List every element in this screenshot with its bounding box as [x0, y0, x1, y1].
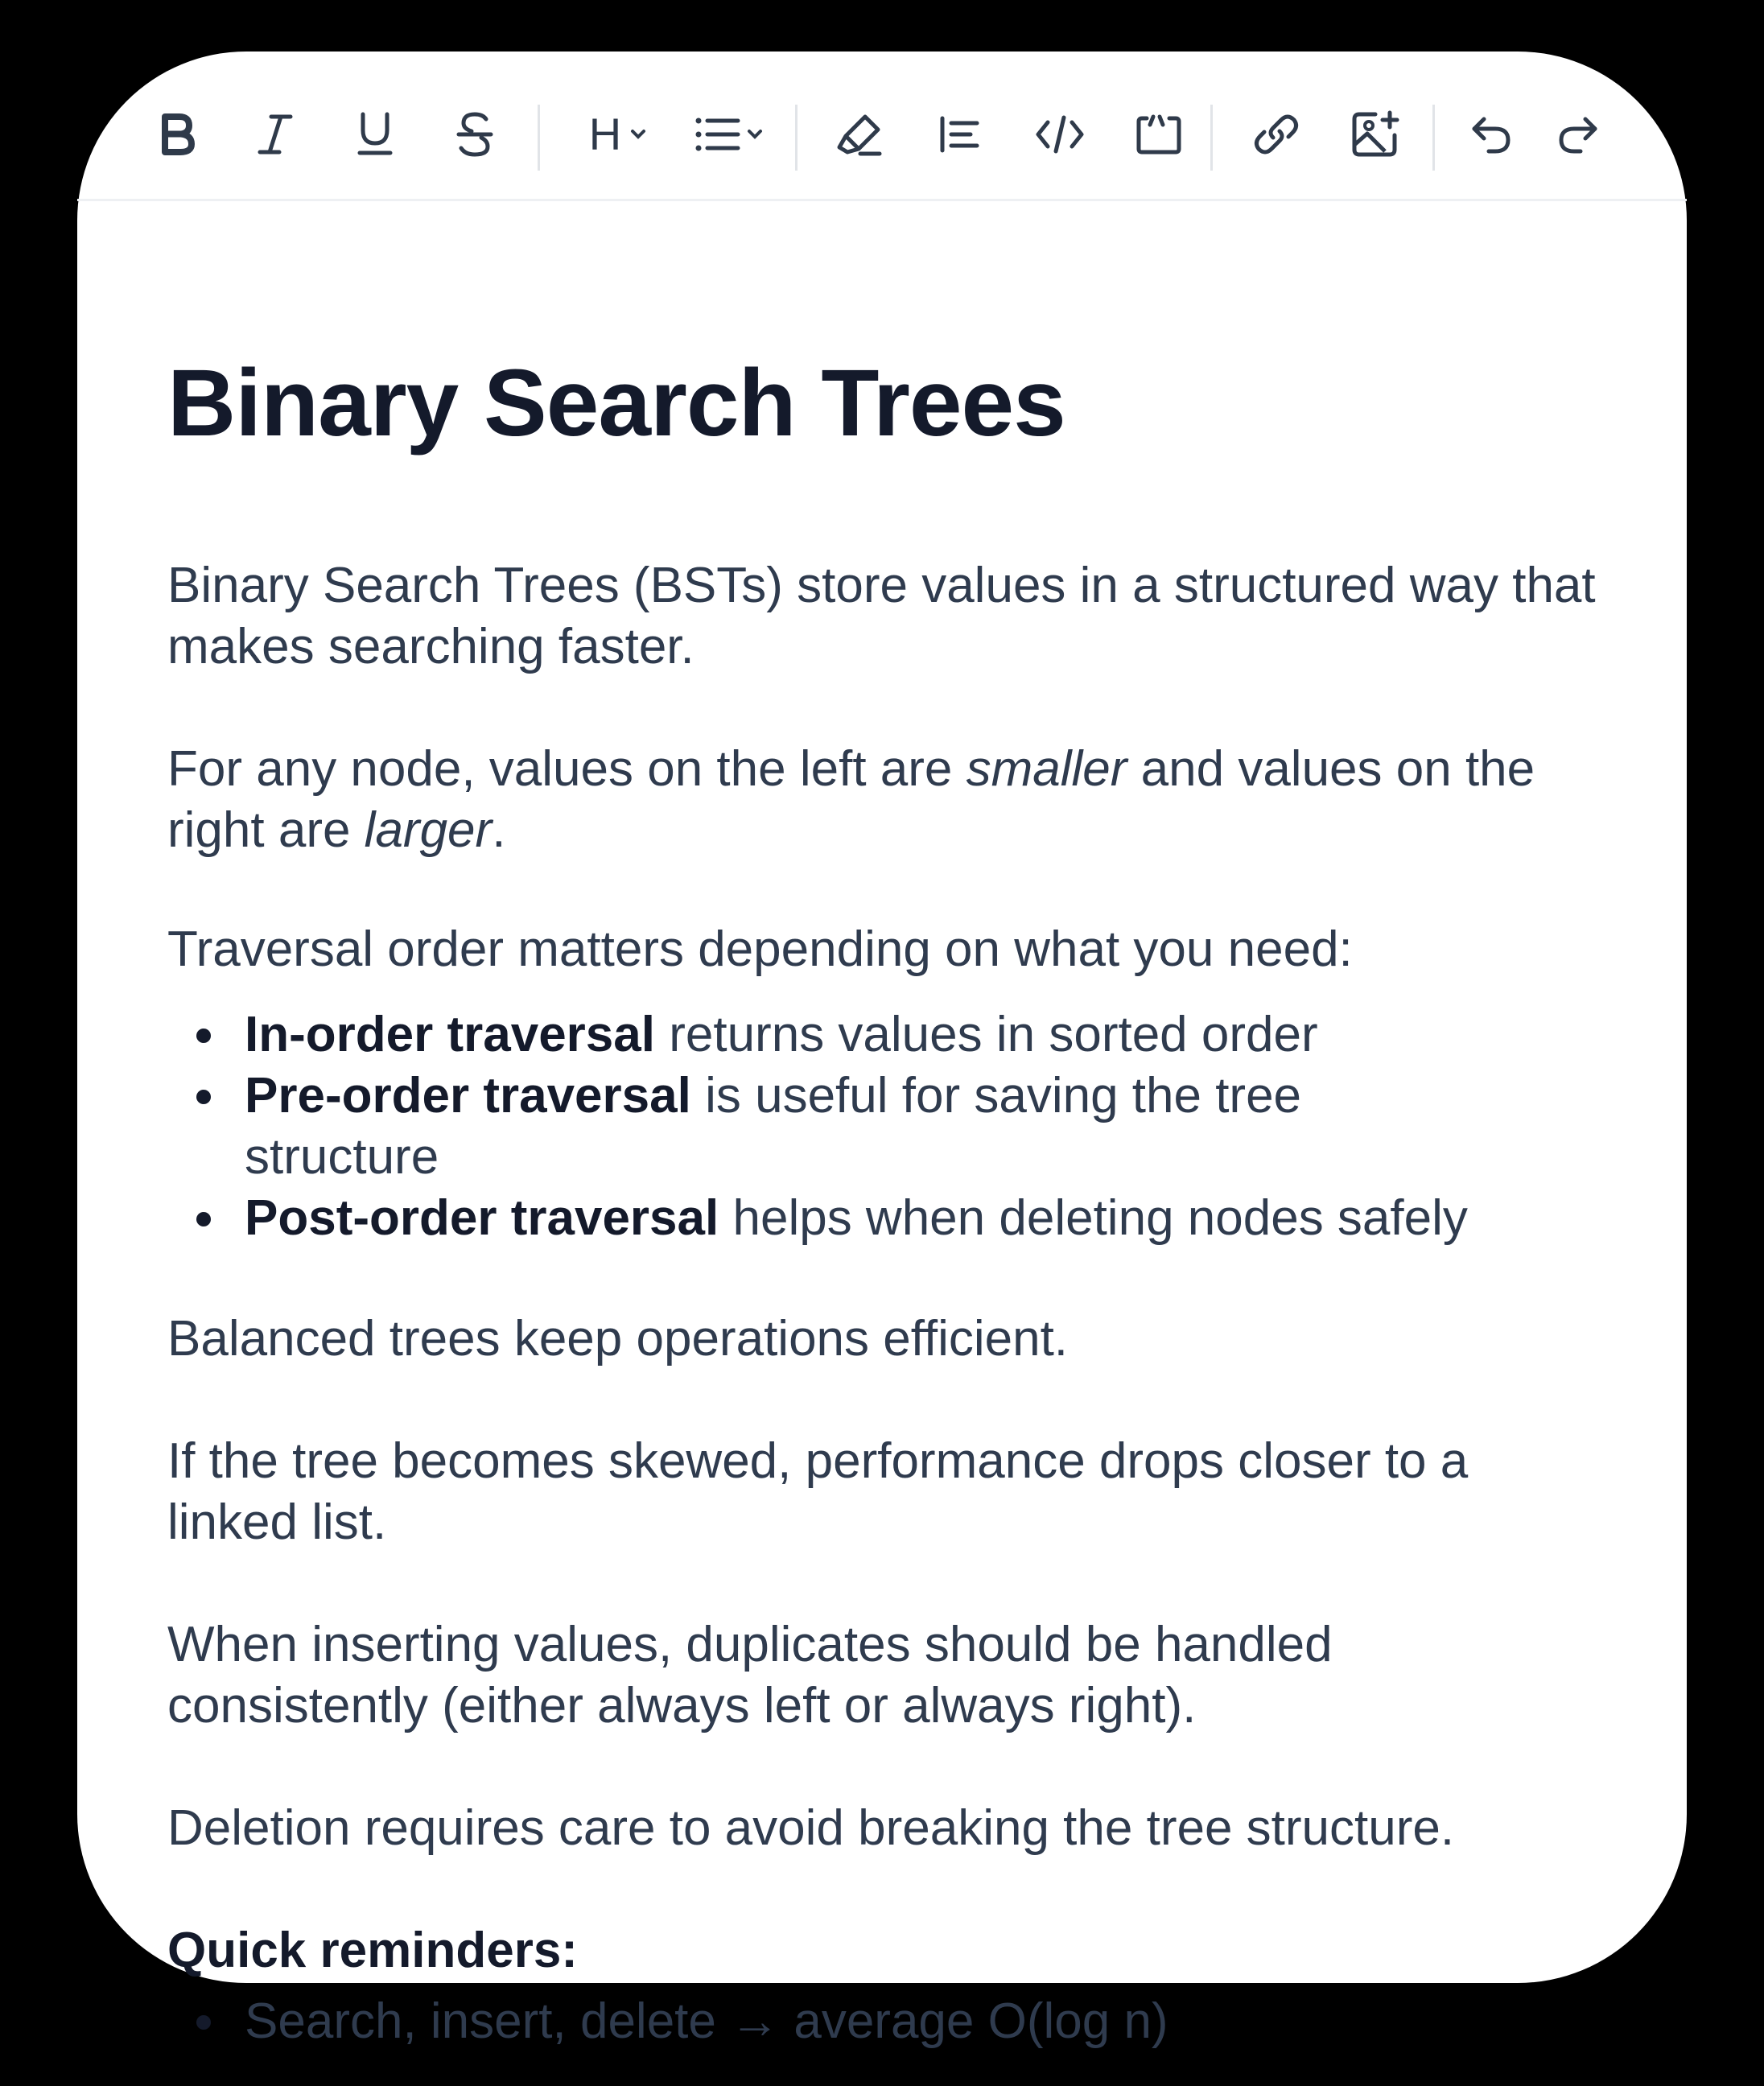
list-item — [167, 1066, 1600, 1188]
highlight-button[interactable] — [829, 98, 890, 171]
bullet-list-icon — [694, 116, 741, 153]
bold-button[interactable] — [150, 98, 204, 171]
bold-text: In-order traversal — [245, 1007, 655, 1062]
link-button[interactable] — [1246, 98, 1307, 171]
paragraph: When inserting values, duplicates should be handled consistently (either always left or always right). — [167, 1617, 1333, 1734]
list-item: Search, insert, delete → average O(log n) — [167, 1991, 1600, 2052]
code-icon — [1035, 114, 1085, 155]
italic-text: smaller — [966, 741, 1127, 797]
document-title: Binary Search Trees — [167, 350, 1065, 456]
italic-icon — [255, 112, 295, 157]
reminders-list — [167, 1991, 1600, 2052]
formatting-toolbar — [77, 52, 1687, 201]
bold-icon — [157, 112, 197, 157]
undo-icon — [1469, 114, 1513, 155]
code-block-icon — [1135, 113, 1182, 155]
paragraph: Balanced trees keep operations efficient. — [167, 1311, 1069, 1367]
strikethrough-icon — [454, 111, 496, 158]
redo-icon — [1556, 114, 1600, 155]
toolbar-divider — [1432, 105, 1435, 171]
paragraph — [167, 739, 1600, 861]
list-item — [167, 1188, 1600, 1249]
text-run: helps when deleting nodes safely — [719, 1190, 1468, 1246]
bold-text: Pre-order traversal — [245, 1068, 691, 1123]
redo-button[interactable] — [1553, 98, 1603, 171]
undo-button[interactable] — [1466, 98, 1516, 171]
strikethrough-button[interactable] — [447, 98, 502, 171]
highlighter-icon — [836, 112, 883, 157]
reminders-heading: Quick reminders: — [167, 1923, 578, 1978]
toolbar-divider — [1210, 105, 1213, 171]
list-item — [167, 1004, 1600, 1066]
paragraph: Traversal order matters depending on what you need: — [167, 921, 1353, 977]
toolbar-divider — [795, 105, 798, 171]
paragraph: If the tree becomes skewed, performance drops closer to a linked list. — [167, 1433, 1469, 1550]
text-run: . — [492, 802, 506, 858]
heading-label: H — [588, 109, 622, 159]
align-left-icon — [938, 115, 980, 154]
bold-text: Post-order traversal — [245, 1190, 719, 1246]
editor-window — [77, 52, 1687, 2049]
italic-button[interactable] — [248, 98, 303, 171]
underline-icon — [355, 111, 395, 158]
image-add-icon — [1351, 109, 1401, 159]
link-icon — [1252, 110, 1300, 159]
align-button[interactable] — [929, 98, 990, 171]
traversal-list — [167, 1004, 1600, 1249]
italic-text: larger — [364, 802, 493, 858]
text-run: For any node, values on the left are — [167, 741, 966, 797]
chevron-down-icon — [746, 128, 764, 141]
toolbar-divider — [538, 105, 540, 171]
underline-button[interactable] — [348, 98, 402, 171]
insert-image-button[interactable] — [1346, 98, 1407, 171]
code-button[interactable] — [1027, 98, 1093, 171]
text-run: returns values in sorted order — [655, 1007, 1318, 1062]
paragraph: Binary Search Trees (BSTs) store values in a structured way that makes searching faster. — [167, 558, 1596, 674]
list-dropdown[interactable] — [689, 98, 769, 171]
text-run: is useful for saving the tree structure — [245, 1068, 1302, 1185]
paragraph: Deletion requires care to avoid breaking the tree structure. — [167, 1800, 1455, 1856]
chevron-down-icon — [629, 128, 647, 141]
text-run: and values on the right are — [167, 741, 1535, 858]
heading-dropdown[interactable] — [579, 98, 657, 171]
code-block-button[interactable] — [1128, 98, 1189, 171]
